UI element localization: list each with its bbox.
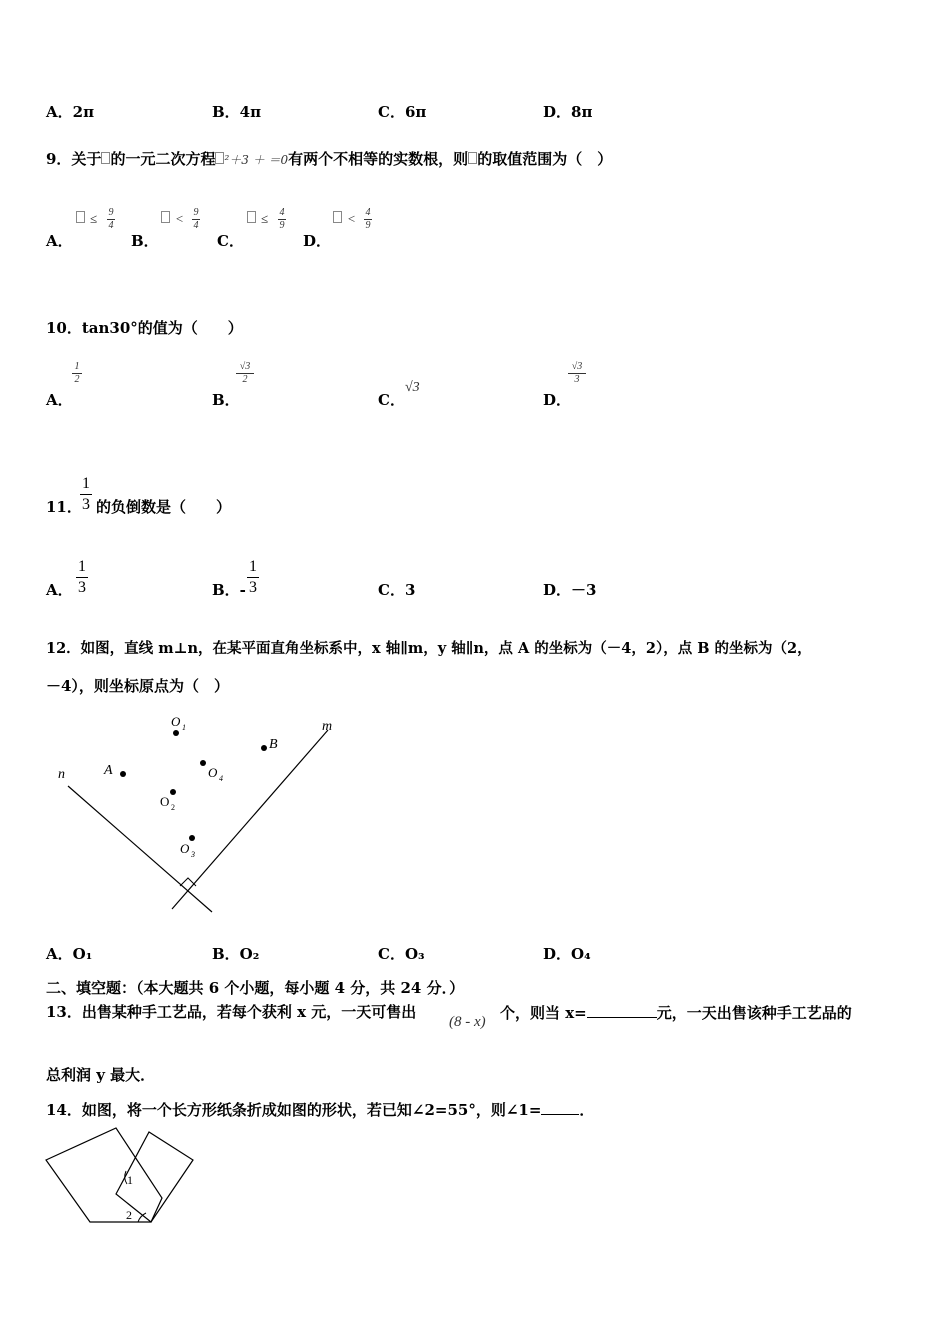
q9-equation: ²＋3 ＋ ＝0 [224,153,289,167]
q14-stem: 14．如图，将一个长方形纸条折成如图的形状，若已知∠2=55°，则∠1= ． [46,1101,595,1119]
line-m [172,730,328,909]
point-o2 [170,789,176,795]
q11-number: 11． [46,498,82,516]
q10-option-d-frac: √3 3 [568,362,586,385]
section-fill-in-title: 二、填空题：（本大题共 6 个小题，每小题 4 分，共 24 分．） [46,979,465,997]
q12-stem-line1: 12．如图，直线 m⊥n，在某平面直角坐标系中，x 轴∥m，y 轴∥n，点 A 的坐标为（－4，2），点 B 的坐标为（2， [46,640,812,657]
q10-option-c[interactable]: C． [378,391,405,409]
label-o3: O [180,841,190,856]
angle-2-label: 2 [126,1208,132,1222]
math-placeholder-icon [468,152,477,164]
q13-stem-line2: 总利润 y 最大． [46,1066,156,1084]
q13-stem-line1-end: 个，则当 x= 元，一天出售该种手工艺品的 [500,1004,852,1022]
label-o4-sub: 4 [219,774,223,783]
q10-option-d[interactable]: D． [543,391,572,409]
line-n [68,786,212,912]
q9-option-c[interactable]: C． [217,232,244,250]
q13-answer-blank[interactable] [587,1005,657,1018]
q13-expression: (8 - x) [449,1014,486,1030]
q13-stem-line1: 13．出售某种手工艺品，若每个获利 x 元，一天可售出 [46,1003,417,1021]
q10-option-a-frac: 1 2 [72,362,82,385]
q8-option-c[interactable]: C．6π [378,103,427,121]
q9-option-a[interactable]: A． [46,232,73,250]
q11-option-d[interactable]: D．－3 [543,581,597,599]
q10-stem: 10．tan30°的值为（ ） [46,319,243,337]
q8-option-b[interactable]: B．4π [212,103,262,121]
label-b: B [269,737,278,752]
q12-option-c[interactable]: C．O₃ [378,945,425,963]
q11-option-a[interactable]: A． [46,581,73,599]
q11-option-a-frac: 1 3 [78,558,86,596]
q12-option-a[interactable]: A．O₁ [46,945,93,963]
math-placeholder-icon [76,211,85,223]
label-o4: O [208,765,218,780]
label-m: m [322,719,333,734]
q9-option-d[interactable]: D． [303,232,332,250]
q9-option-b[interactable]: B． [131,232,159,250]
folded-strip-left [46,1128,162,1222]
point-o3 [189,835,195,841]
point-o4 [200,760,206,766]
q8-option-a[interactable]: A．2π [46,103,95,121]
q10-option-b-frac: √3 2 [236,362,254,385]
label-o2: O [160,794,170,809]
q9-stem: 9．关于 的一元二次方程 ²＋3 ＋ ＝0有两个不相等的实数根，则 的取值范围为（ ） [46,150,613,168]
q8-option-d[interactable]: D．8π [543,103,593,121]
q11-option-b[interactable]: B．- [212,581,246,599]
angle-1-label: 1 [127,1173,133,1187]
q10-option-b[interactable]: B． [212,391,240,409]
label-o1: O [171,714,181,729]
label-o1-sub: 1 [182,723,186,732]
q11-stem: 的负倒数是（ ） [96,498,232,516]
math-placeholder-icon [247,211,256,223]
q14-figure [40,1126,205,1230]
point-o1 [173,730,179,736]
q10-option-c-value: √3 [405,380,420,395]
q10-option-a[interactable]: A． [46,391,73,409]
math-placeholder-icon [333,211,342,223]
label-a: A [104,763,113,778]
point-b [261,745,267,751]
q12-option-b[interactable]: B．O₂ [212,945,260,963]
q11-option-b-frac: 1 3 [249,558,257,596]
q12-option-d[interactable]: D．O₄ [543,945,591,963]
label-n: n [58,767,65,782]
q12-figure [40,708,350,918]
q11-fraction: 1 3 [82,475,90,513]
math-placeholder-icon [161,211,170,223]
point-a [120,771,126,777]
q12-stem-line2: －4），则坐标原点为（ ） [46,677,229,695]
label-o3-sub: 3 [191,850,195,859]
q11-option-c[interactable]: C．3 [378,581,416,599]
q14-answer-blank[interactable] [541,1102,579,1115]
label-o2-sub: 2 [171,803,175,812]
